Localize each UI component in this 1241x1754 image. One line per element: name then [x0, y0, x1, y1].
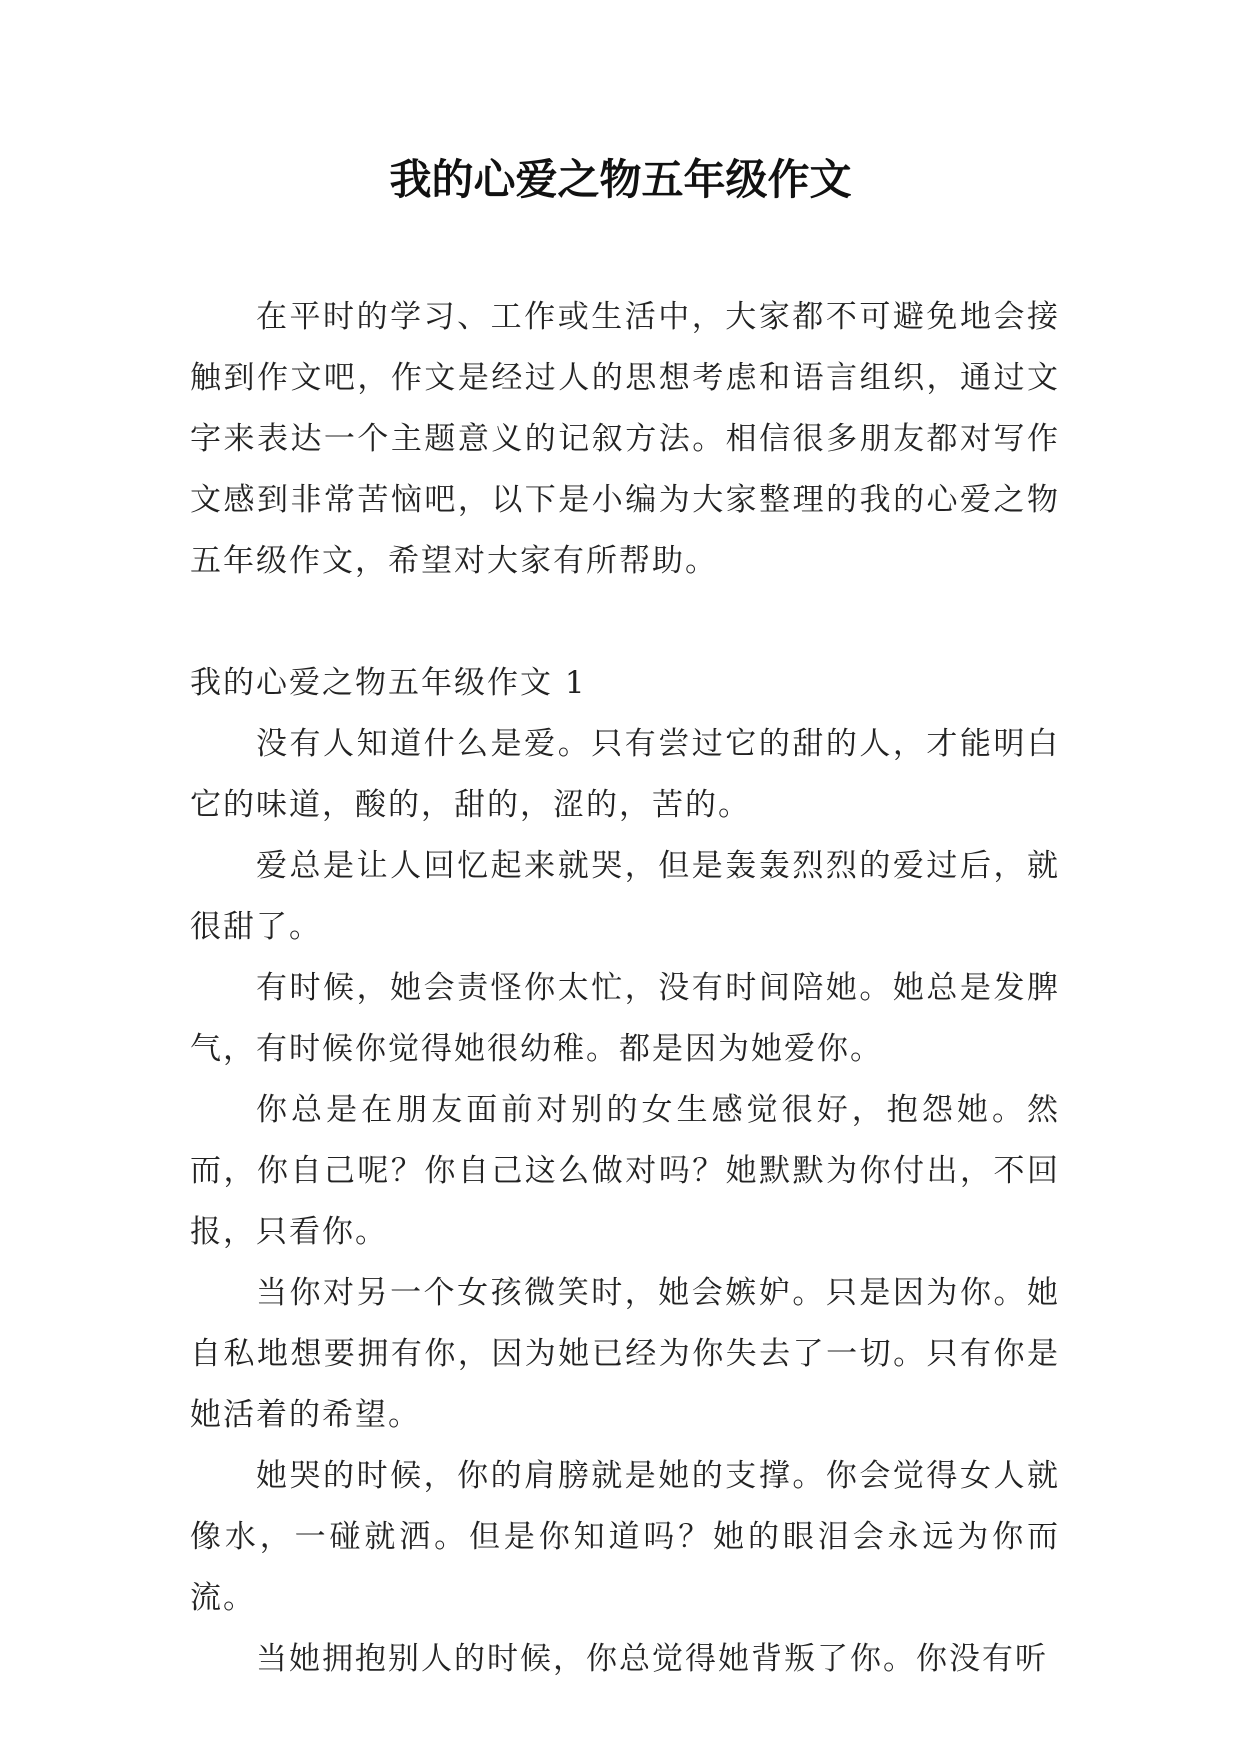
- body-paragraph: 有时候，她会责怪你太忙，没有时间陪她。她总是发脾气，有时候你觉得她很幼稚。都是因为她爱你。: [190, 970, 1060, 1067]
- document-body: [190, 287, 1060, 1690]
- body-paragraph: 当她拥抱别人的时候，你总觉得她背叛了你。你没有听: [256, 1641, 1048, 1677]
- body-paragraph: 她哭的时候，你的肩膀就是她的支撑。你会觉得女人就像水，一碰就洒。但是你知道吗？她的眼泪会永远为你而流。: [190, 1458, 1060, 1616]
- document-title: 我的心爱之物五年级作文: [389, 155, 852, 204]
- section-heading: 我的心爱之物五年级作文 1: [190, 665, 587, 701]
- body-paragraph: 你总是在朋友面前对别的女生感觉很好，抱怨她。然而，你自己呢？你自己这么做对吗？她默默为你付出，不回报，只看你。: [190, 1092, 1060, 1250]
- body-paragraph: 当你对另一个女孩微笑时，她会嫉妒。只是因为你。她自私地想要拥有你，因为她已经为你失去了一切。只有你是她活着的希望。: [190, 1275, 1060, 1433]
- body-paragraph: 没有人知道什么是爱。只有尝过它的甜的人，才能明白它的味道，酸的，甜的，涩的，苦的。: [190, 726, 1060, 823]
- intro-paragraph: 在平时的学习、工作或生活中，大家都不可避免地会接触到作文吧，作文是经过人的思想考虑和语言组织，通过文字来表达一个主题意义的记叙方法。相信很多朋友都对写作文感到非常苦恼吧，以下是小编为大家整理的我的心爱之物五年级作文，希望对大家有所帮助。: [190, 299, 1060, 579]
- body-paragraph: 爱总是让人回忆起来就哭，但是轰轰烈烈的爱过后，就很甜了。: [190, 848, 1060, 945]
